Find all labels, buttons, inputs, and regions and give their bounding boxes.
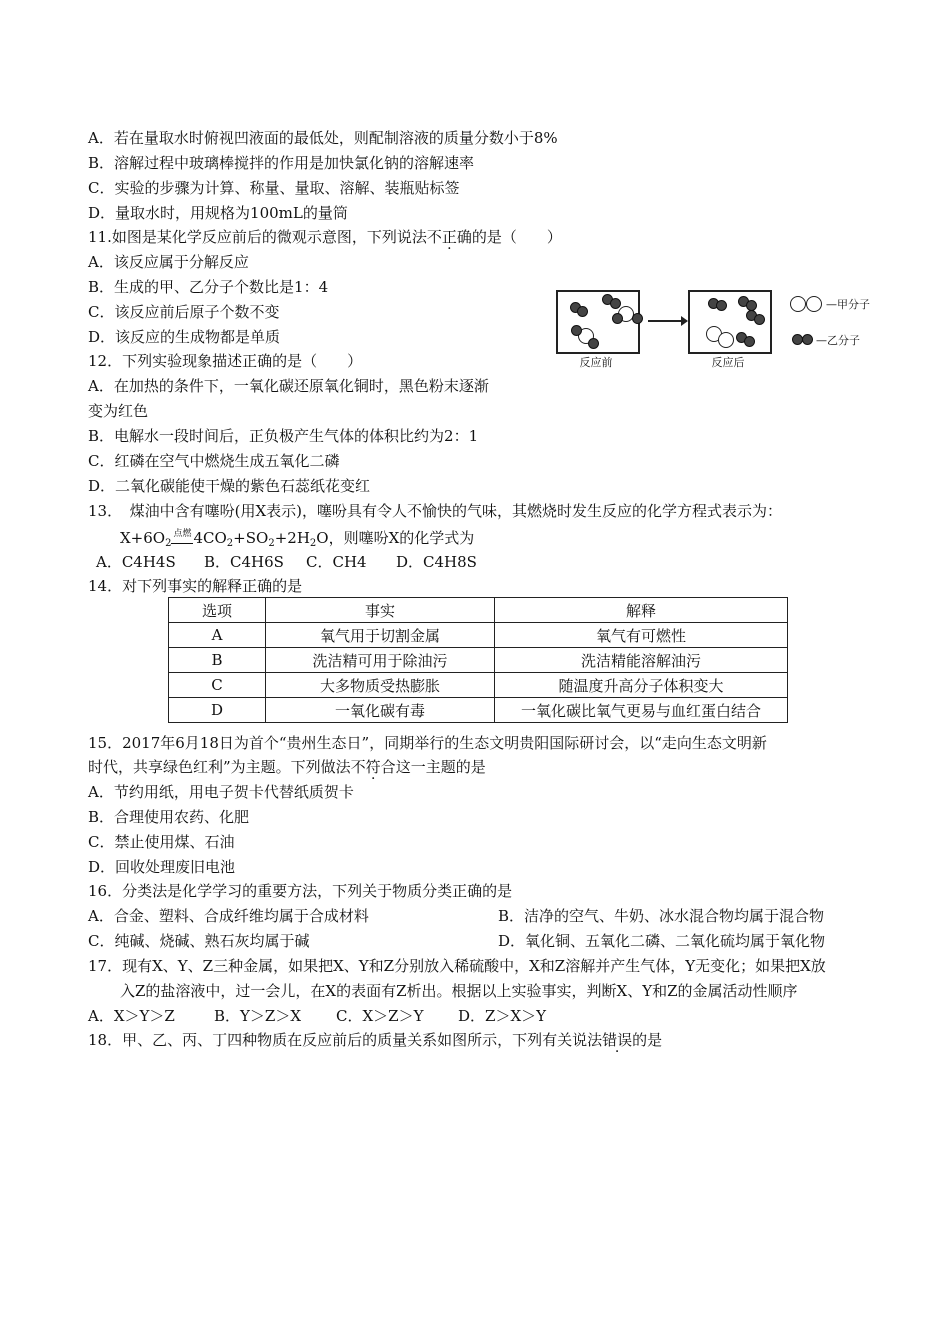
q16-option-c: C．纯碱、烧碱、熟石灰均属于碱 bbox=[88, 932, 310, 950]
q17-option-b: B．Y＞Z＞X bbox=[214, 1007, 302, 1025]
q10-option-b: B．溶解过程中玻璃棒搅拌的作用是加快氯化钠的溶解速率 bbox=[88, 154, 475, 172]
q16-option-d: D．氧化铜、五氧化二磷、二氧化硫均属于氧化物 bbox=[498, 932, 826, 950]
q11-emphasis: 不正确 bbox=[426, 228, 472, 246]
q11-option-b: B．生成的甲、乙分子个数比是1：4 bbox=[88, 278, 329, 296]
q15-option-d: D．回收处理废旧电池 bbox=[88, 858, 236, 876]
q11-option-c: C．该反应前后原子个数不变 bbox=[88, 303, 280, 321]
q13-option-b: B．C4H6S bbox=[204, 553, 284, 571]
q17-stem-line1: 17．现有X、Y、Z三种金属，如果把X、Y和Z分别放入稀硫酸中，X和Z溶解并产生气体，Y无变化；如果把X放 bbox=[88, 957, 826, 975]
q11-stem: 11.如图是某化学反应前后的微观示意图，下列说法不正确的是（ ） bbox=[88, 228, 562, 246]
q16-option-a: A．合金、塑料、合成纤维均属于合成材料 bbox=[88, 907, 369, 925]
q15-option-c: C．禁止使用煤、石油 bbox=[88, 833, 235, 851]
q11-option-a: A．该反应属于分解反应 bbox=[88, 253, 249, 271]
q12-option-a: A．在加热的条件下，一氧化碳还原氧化铜时，黑色粉末逐渐 bbox=[88, 377, 489, 395]
q14-stem: 14．对下列事实的解释正确的是 bbox=[88, 577, 303, 595]
q10-option-c: C．实验的步骤为计算、称量、量取、溶解、装瓶贴标签 bbox=[88, 179, 460, 197]
q16-stem: 16．分类法是化学学习的重要方法，下列关于物质分类正确的是 bbox=[88, 882, 513, 900]
q18-emphasis: 错误 bbox=[602, 1031, 633, 1049]
q11-option-d: D．该反应的生成物都是单质 bbox=[88, 328, 281, 346]
q15-stem-line2: 时代，共享绿色红利”为主题。下列做法不符合这一主题的是 bbox=[88, 758, 486, 776]
q10-option-d: D．量取水时，用规格为100mL的量筒 bbox=[88, 204, 348, 222]
q15-option-a: A．节约用纸，用电子贺卡代替纸质贺卡 bbox=[88, 783, 354, 801]
caption-after: 反应后 bbox=[711, 356, 745, 369]
reaction-diagram bbox=[556, 290, 886, 372]
q15-emphasis: 不符合 bbox=[350, 758, 396, 776]
q12-option-b: B．电解水一段时间后，正负极产生气体的体积比约为2：1 bbox=[88, 427, 479, 445]
q12-stem: 12．下列实验现象描述正确的是（ ） bbox=[88, 352, 363, 370]
q17-stem-line2: 入Z的盐溶液中，过一会儿，在X的表面有Z析出。根据以上实验事实，判断X、Y和Z的金属活动性顺序 bbox=[120, 982, 798, 1000]
table-row: B 洗洁精可用于除油污 洗洁精能溶解油污 bbox=[169, 648, 788, 673]
table-header-row: 选项 事实 解释 bbox=[169, 598, 788, 623]
table-row: C 大多物质受热膨胀 随温度升高分子体积变大 bbox=[169, 673, 788, 698]
q16-option-b: B．洁净的空气、牛奶、冰水混合物均属于混合物 bbox=[498, 907, 825, 925]
legend-yi: —乙分子 bbox=[816, 334, 860, 347]
q13-option-d: D．C4H8S bbox=[396, 553, 477, 571]
q12-option-c: C．红磷在空气中燃烧生成五氧化二磷 bbox=[88, 452, 340, 470]
table-row: D 一氧化碳有毒 一氧化碳比氧气更易与血红蛋白结合 bbox=[169, 698, 788, 723]
reaction-arrow bbox=[648, 320, 686, 322]
caption-before: 反应前 bbox=[579, 356, 613, 369]
q12-option-a-cont: 变为红色 bbox=[88, 402, 149, 420]
facts-table bbox=[168, 597, 788, 723]
q17-option-c: C．X＞Z＞Y bbox=[336, 1007, 424, 1025]
q13-stem: 13． 煤油中含有噻吩(用X表示)，噻吩具有令人不愉快的气味，其燃烧时发生反应的化学方程式表示为： bbox=[88, 502, 782, 520]
q13-option-a: A．C4H4S bbox=[96, 553, 176, 571]
q10-option-a: A．若在量取水时俯视凹液面的最低处，则配制溶液的质量分数小于8% bbox=[88, 129, 558, 147]
q17-option-d: D．Z＞X＞Y bbox=[458, 1007, 547, 1025]
before-box bbox=[556, 290, 640, 354]
table-row: A 氧气用于切割金属 氧气有可燃性 bbox=[169, 623, 788, 648]
q13-equation: $X+6O_2$点燃 $4CO_2+SO_2+2H_2O$，则噻吩X的化学式为 bbox=[120, 527, 474, 549]
legend-jia: —甲分子 bbox=[826, 298, 870, 311]
q17-option-a: A．X＞Y＞Z bbox=[88, 1007, 175, 1025]
after-box bbox=[688, 290, 772, 354]
condition: 点燃 bbox=[171, 526, 193, 539]
q18-stem: 18．甲、乙、丙、丁四种物质在反应前后的质量关系如图所示，下列有关说法错误的是 bbox=[88, 1031, 663, 1049]
q12-option-d: D．二氧化碳能使干燥的紫色石蕊纸花变红 bbox=[88, 477, 371, 495]
q15-stem-line1: 15．2017年6月18日为首个“贵州生态日”，同期举行的生态文明贵阳国际研讨会，以“走向生态文明新 bbox=[88, 734, 767, 752]
q13-option-c: C．CH4 bbox=[306, 553, 367, 571]
q15-option-b: B．合理使用农药、化肥 bbox=[88, 808, 250, 826]
